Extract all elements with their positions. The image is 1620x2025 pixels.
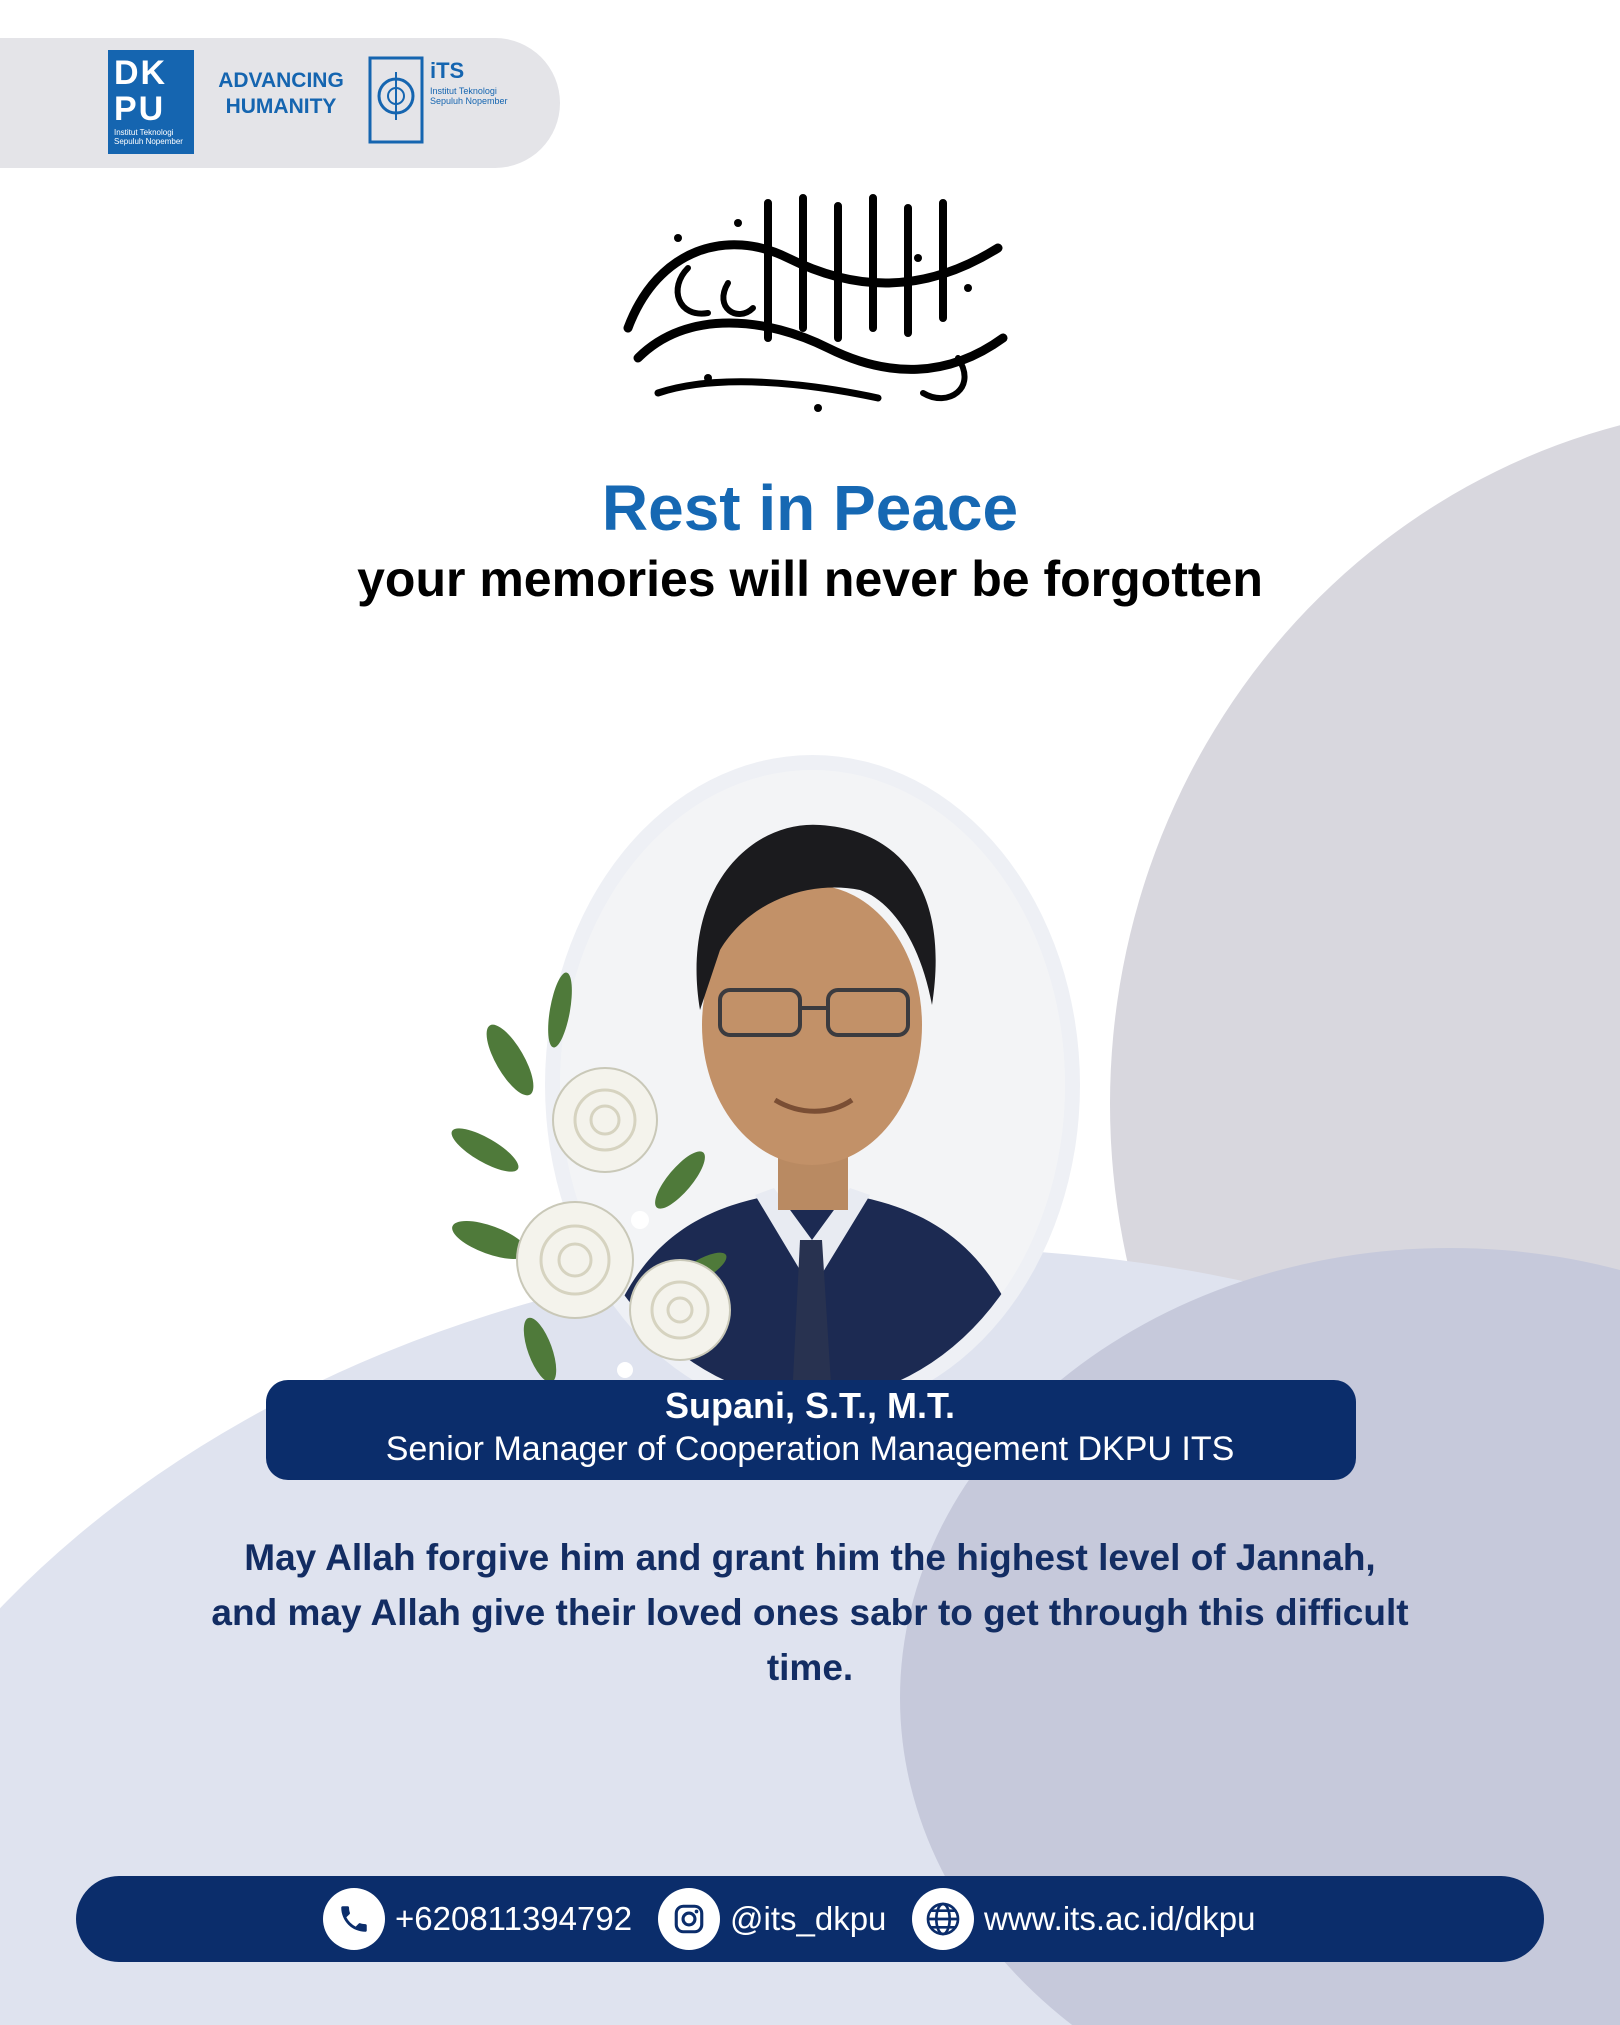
phone-number: +620811394792 [395,1900,633,1937]
its-shield-icon [368,56,424,144]
website-url: www.its.ac.id/dkpu [984,1900,1256,1937]
contact-instagram[interactable] [658,1888,886,1950]
dkpu-logo [108,50,194,154]
title: Rest in Peace [601,472,1019,544]
white-roses-bouquet-icon [450,970,750,1390]
globe-icon [912,1888,974,1950]
its-logo-name: iTS [430,58,465,83]
condolence-message: May Allah forgive him and grant him the highest level of Jannah, and may Allah give their loved ones sabr to get through this difficult time. [211,1537,1409,1688]
arabic-calligraphy-icon [618,188,1010,420]
contact-website[interactable] [912,1888,1255,1950]
instagram-handle: @its_dkpu [730,1900,887,1937]
phone-icon [323,1888,385,1950]
person-role: Senior Manager of Cooperation Management DKPU ITS [385,1430,1235,1468]
dkpu-logo-line1: DK [114,54,168,92]
dkpu-logo-subtitle: Institut Teknologi Sepuluh Nopember [114,128,183,146]
its-logo-subtitle: Institut Teknologi Sepuluh Nopember [430,86,508,106]
dkpu-logo-line2: PU [114,90,166,128]
contact-phone[interactable] [323,1888,632,1950]
subtitle: your memories will never be forgotten [357,551,1263,607]
tagline: ADVANCING HUMANITY [218,69,344,118]
instagram-icon [658,1888,720,1950]
person-name: Supani, S.T., M.T. [664,1385,956,1426]
